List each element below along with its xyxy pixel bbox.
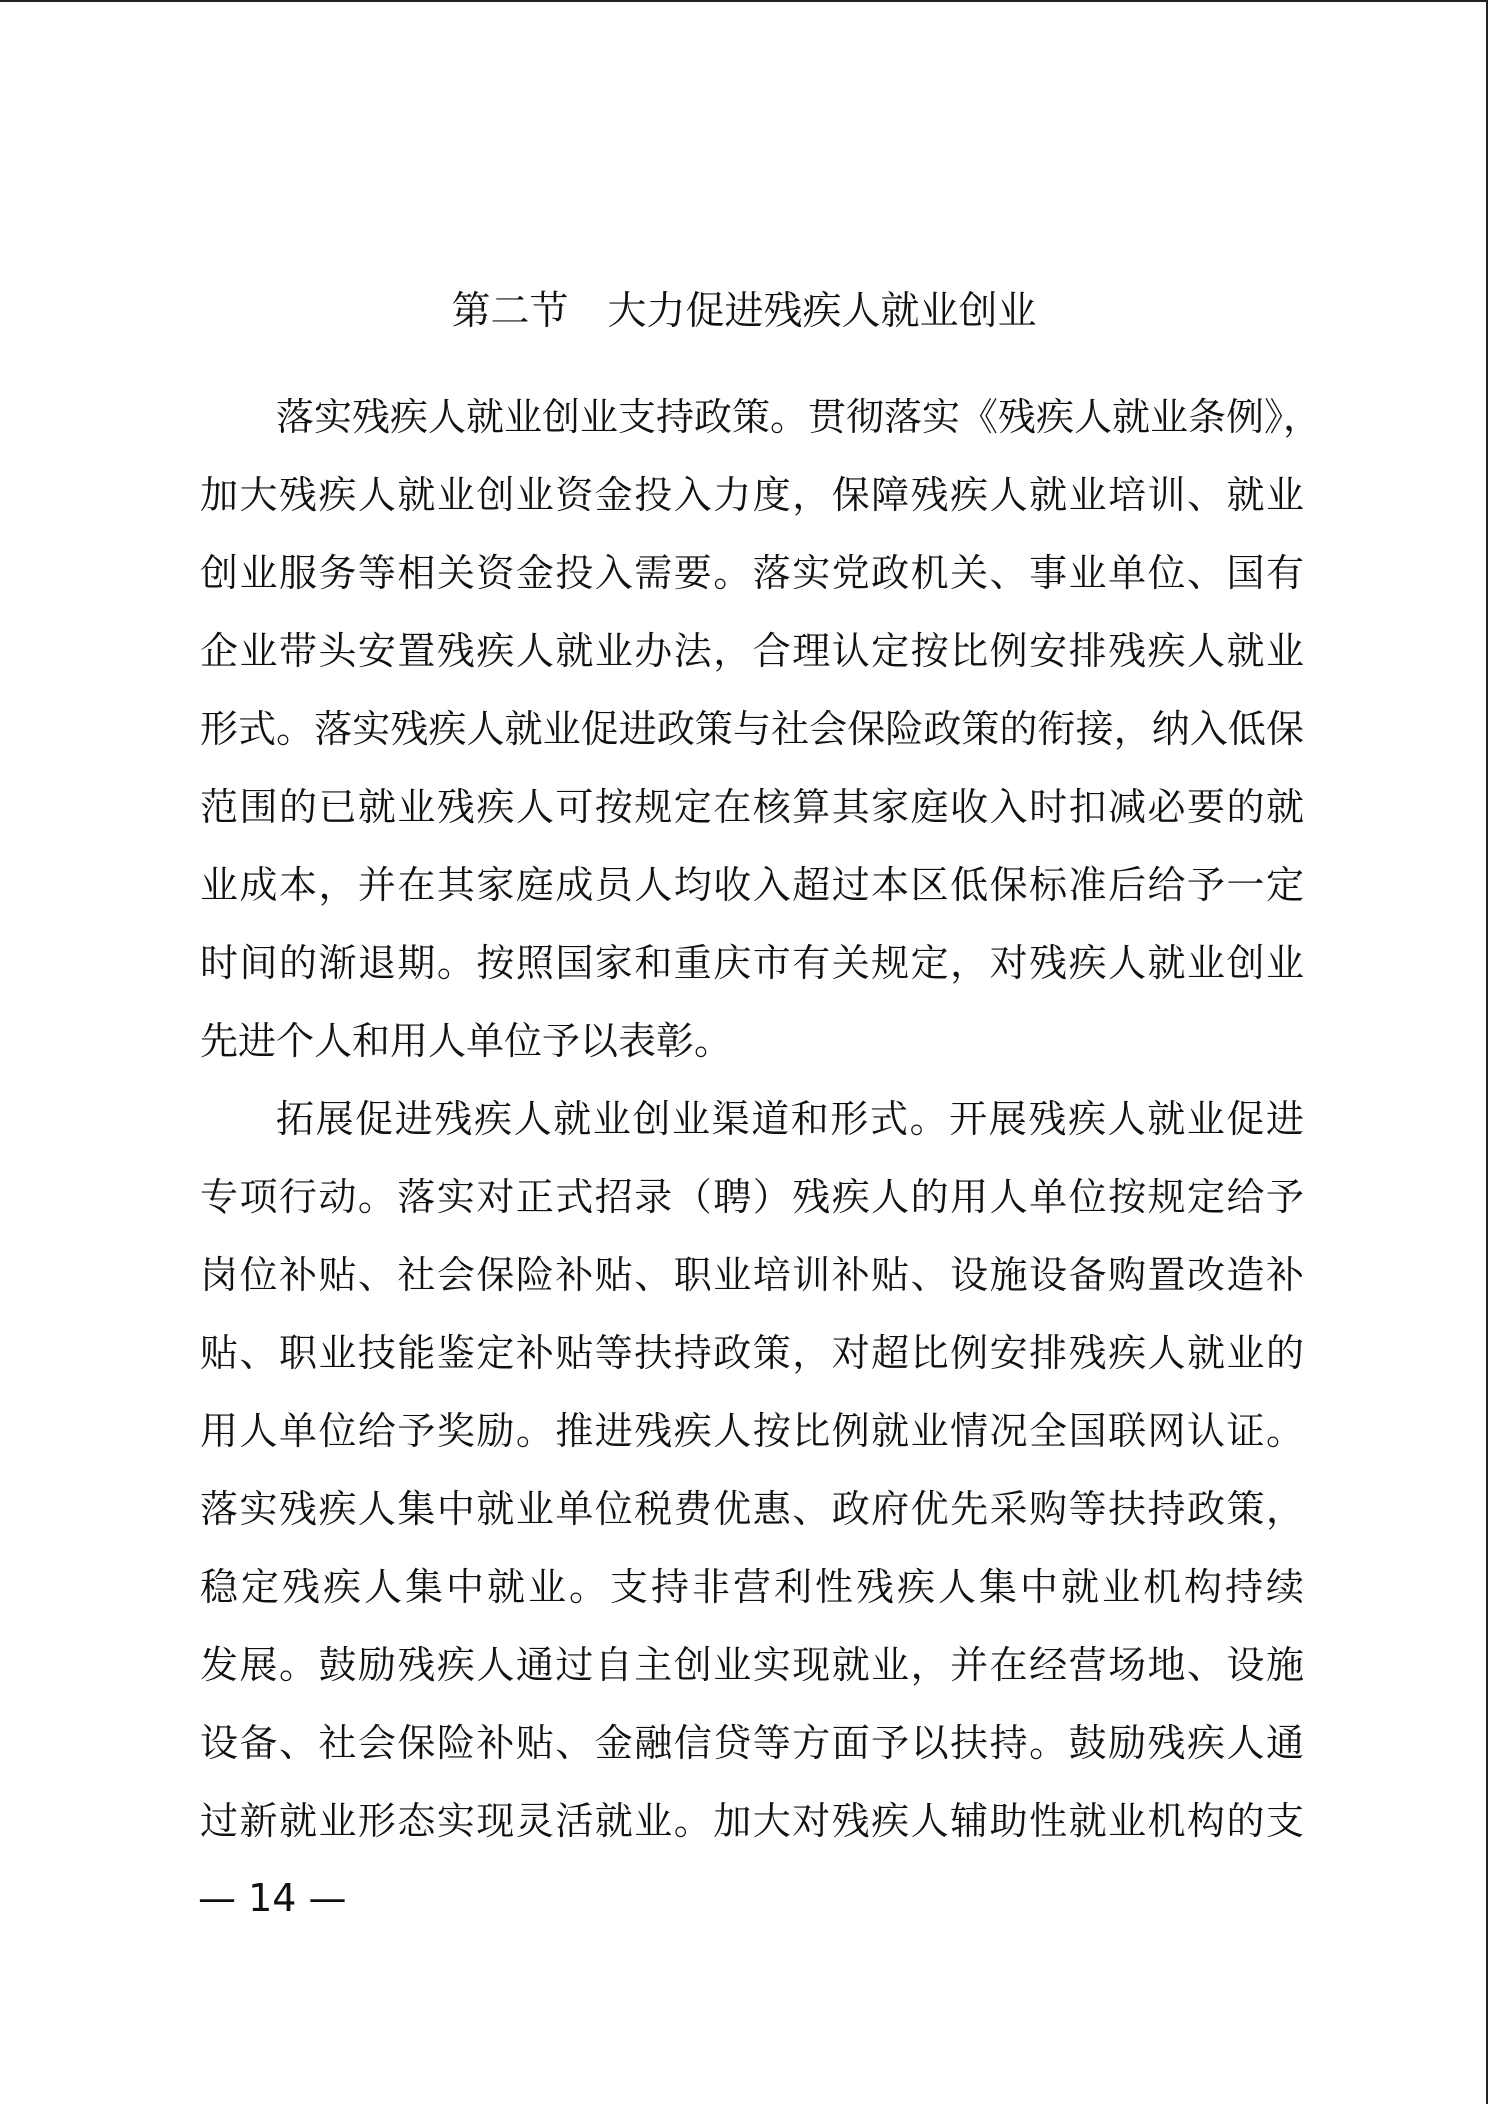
paragraph-2-line-1: 拓展促进残疾人就业创业渠道和形式。开展残疾人就业促进 [276, 1097, 1304, 1141]
paragraph-2-line-10: 过新就业形态实现灵活就业。加大对残疾人辅助性就业机构的支 [200, 1799, 1304, 1843]
paragraph-1-line-4: 企业带头安置残疾人就业办法，合理认定按比例安排残疾人就业 [200, 629, 1304, 673]
paragraph-1-line-9: 先进个人和用人单位予以表彰。 [200, 1019, 733, 1063]
paragraph-2-line-9: 设备、社会保险补贴、金融信贷等方面予以扶持。鼓励残疾人通 [200, 1721, 1304, 1765]
paragraph-1-line-3: 创业服务等相关资金投入需要。落实党政机关、事业单位、国有 [200, 551, 1304, 595]
paragraph-2-line-4: 贴、职业技能鉴定补贴等扶持政策，对超比例安排残疾人就业的 [200, 1331, 1304, 1375]
paragraph-1-line-2: 加大残疾人就业创业资金投入力度，保障残疾人就业培训、就业 [200, 473, 1304, 517]
page-border-top [0, 0, 1488, 2]
paragraph-1-line-1: 落实残疾人就业创业支持政策。贯彻落实《残疾人就业条例》， [276, 395, 1322, 439]
paragraph-2-line-6: 落实残疾人集中就业单位税费优惠、政府优先采购等扶持政策， [200, 1487, 1304, 1531]
paragraph-1-line-6: 范围的已就业残疾人可按规定在核算其家庭收入时扣减必要的就 [200, 785, 1304, 829]
paragraph-2-line-8: 发展。鼓励残疾人通过自主创业实现就业，并在经营场地、设施 [200, 1643, 1304, 1687]
page-number: — 14 — [198, 1876, 347, 1920]
paragraph-2-line-3: 岗位补贴、社会保险补贴、职业培训补贴、设施设备购置改造补 [200, 1253, 1304, 1297]
paragraph-2-line-7: 稳定残疾人集中就业。支持非营利性残疾人集中就业机构持续 [200, 1565, 1304, 1609]
paragraph-1-line-5: 形式。落实残疾人就业促进政策与社会保险政策的衔接，纳入低保 [200, 707, 1304, 751]
paragraph-2-line-2: 专项行动。落实对正式招录（聘）残疾人的用人单位按规定给予 [200, 1175, 1304, 1219]
section-title: 第二节 大力促进残疾人就业创业 [451, 289, 1037, 334]
paragraph-2-line-5: 用人单位给予奖励。推进残疾人按比例就业情况全国联网认证。 [200, 1409, 1304, 1453]
paragraph-1-line-7: 业成本，并在其家庭成员人均收入超过本区低保标准后给予一定 [200, 863, 1304, 907]
paragraph-1-line-8: 时间的渐退期。按照国家和重庆市有关规定，对残疾人就业创业 [200, 941, 1304, 985]
